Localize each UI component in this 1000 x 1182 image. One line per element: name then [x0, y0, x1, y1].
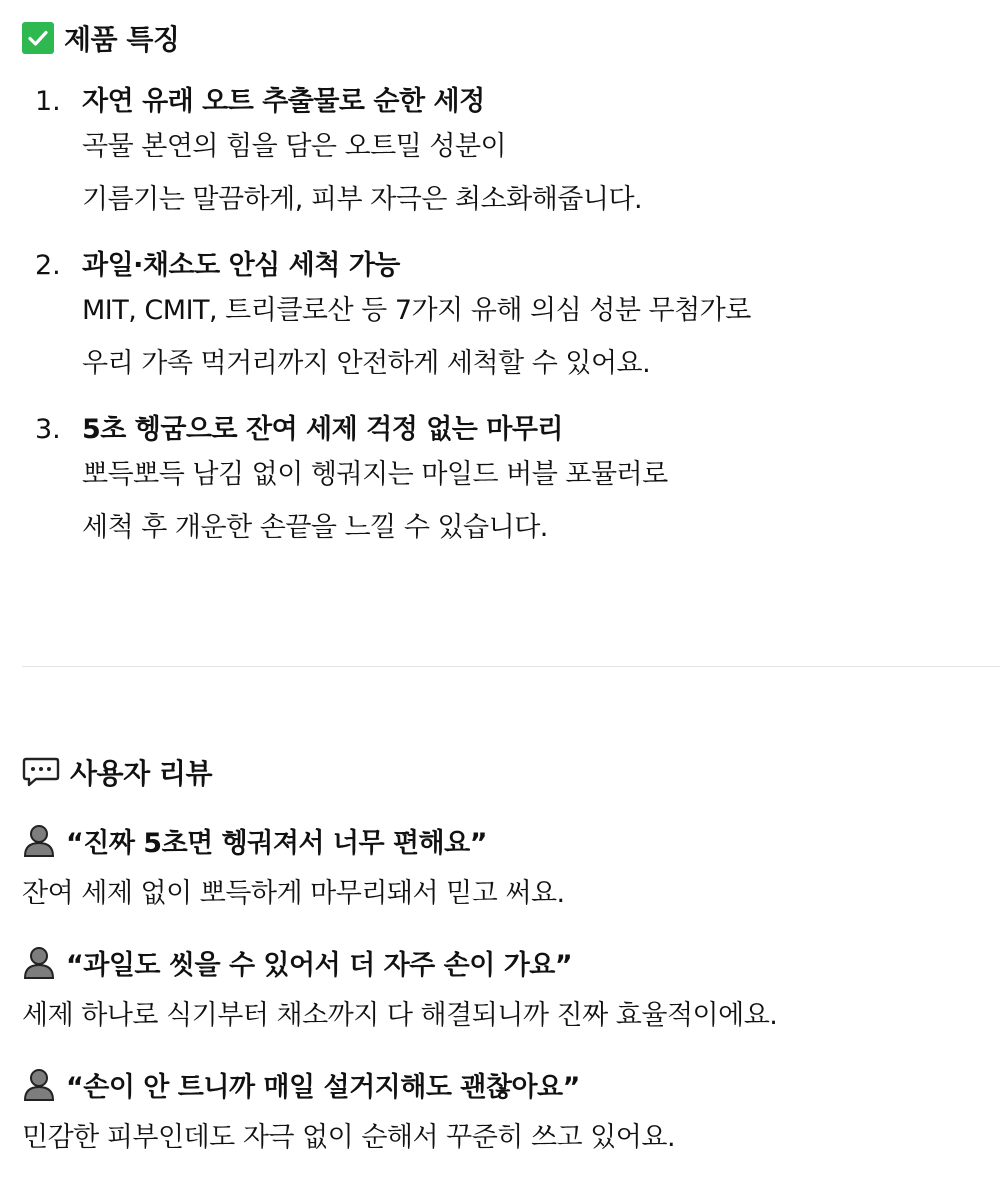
review-text: 세제 하나로 식기부터 채소까지 다 해결되니까 진짜 효율적이에요. [22, 1000, 778, 1031]
feature-title: 5초 헹굼으로 잔여 세제 걱정 없는 마무리 [82, 414, 563, 445]
feature-title: 자연 유래 오트 추출물로 순한 세정 [82, 86, 485, 117]
feature-description-line: 우리 가족 먹거리까지 안전하게 세척할 수 있어요. [82, 348, 651, 379]
person-icon [22, 1067, 56, 1101]
feature-title: 과일·채소도 안심 세척 가능 [82, 250, 400, 281]
review-item [22, 1064, 982, 1158]
review-text: 잔여 세제 없이 뽀득하게 마무리돼서 믿고 써요. [22, 878, 565, 909]
feature-item [30, 412, 970, 554]
features-heading [22, 18, 179, 58]
speech-bubble-icon [22, 757, 60, 787]
feature-description-line: 곡물 본연의 힘을 담은 오트밀 성분이 [82, 131, 507, 162]
feature-number: 1. [35, 86, 61, 117]
review-quote: “손이 안 트니까 매일 설거지해도 괜찮아요” [66, 1071, 580, 1103]
section-divider [22, 666, 1000, 667]
person-icon [22, 945, 56, 979]
reviews-heading-text: 사용자 리뷰 [70, 757, 212, 790]
features-heading-text: 제품 특징 [64, 23, 180, 56]
feature-list [30, 84, 970, 576]
feature-item [30, 84, 970, 226]
review-quote: “진짜 5초면 헹궈져서 너무 편해요” [66, 827, 487, 859]
review-quote: “과일도 씻을 수 있어서 더 자주 손이 가요” [66, 949, 573, 981]
review-text: 민감한 피부인데도 자극 없이 순해서 꾸준히 쓰고 있어요. [22, 1122, 676, 1153]
review-item [22, 820, 982, 914]
feature-description-line: 세척 후 개운한 손끝을 느낄 수 있습니다. [82, 512, 548, 543]
review-item [22, 942, 982, 1036]
feature-item [30, 248, 970, 390]
check-mark-icon [22, 22, 54, 54]
feature-description-line: 기름기는 말끔하게, 피부 자극은 최소화해줍니다. [82, 184, 643, 215]
feature-number: 3. [35, 414, 61, 445]
person-icon [22, 823, 56, 857]
feature-description-line: 뽀득뽀득 남김 없이 헹궈지는 마일드 버블 포뮬러로 [82, 459, 668, 490]
feature-number: 2. [35, 250, 61, 281]
feature-description-line: MIT, CMIT, 트리클로산 등 7가지 유해 의심 성분 무첨가로 [82, 295, 751, 326]
reviews-heading [22, 752, 212, 792]
